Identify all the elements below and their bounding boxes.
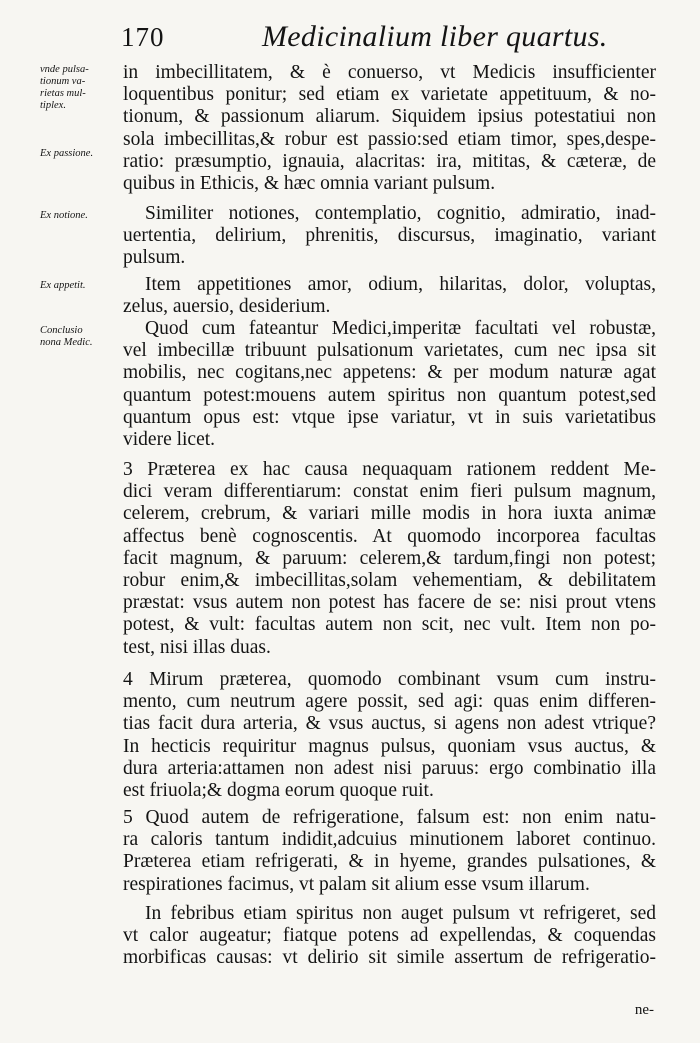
margin-note: vnde pulsa- tionum va- rietas mul- tiplex. (40, 64, 89, 111)
text-line: præstat: vsus autem non potest has facere de se: nisi prout vtens (123, 592, 656, 614)
text-line: ra caloris tantum indidit,adcuius minutionem laboret continuo. (123, 829, 656, 851)
text-line: sola imbecillitas,& robur est passio:sed etiam timor, spes,despe- (123, 128, 656, 150)
text-line: affectus benè cognoscentis. At quomodo incorporea facultas (123, 525, 656, 547)
text-line: Præterea etiam refrigerati, & in hyeme, grandes pulsationes, & (123, 851, 656, 873)
text-line: facit magnum, & paruum: celerem,& tardum,fingi non potest; (123, 547, 656, 569)
paragraph (123, 62, 656, 195)
text-line: uertentia, delirium, phrenitis, discursus, imaginatio, variant (123, 225, 656, 247)
margin-note: Ex appetit. (40, 280, 86, 291)
text-line: vel imbecillæ tribuunt pulsationum varietates, cum nec ipsa sit (123, 340, 656, 362)
paragraph (123, 807, 656, 896)
paragraph (123, 459, 656, 659)
text-line: In febribus etiam spiritus non auget pulsum vt refrigeret, sed (145, 903, 656, 924)
catchword: ne- (634, 1002, 654, 1018)
text-line: loquentibus ponitur; sed etiam ex varietate appetituum, & no- (123, 84, 656, 106)
text-line: celerem, crebrum, & variari mille modis in hora iuxta animæ (123, 503, 656, 525)
text-line: robur enim,& imbecillitas,solam vehementiam, & debilitatem (123, 570, 656, 592)
text-line: In hecticis requiritur magnus pulsus, quoniam vsus auctus, & (123, 735, 656, 757)
text-line: potest, & vult: facultas autem non scit, nec vult. Item non po- (123, 614, 656, 636)
text-line: tionum, & passionum aliarum. Siquidem ipsius potestatiui non (123, 106, 656, 128)
text-line: morbificas causas: vt delirio sit simile assertum de refrigeratio- (123, 947, 656, 969)
text-line: test, nisi illas duas. (123, 636, 271, 658)
text-line: pulsum. (123, 247, 186, 269)
text-line: dici veram differentiarum: constat enim fieri pulsum magnum, (123, 481, 656, 503)
text-line: 5 Quod autem de refrigeratione, falsum est: non enim natu- (123, 807, 656, 828)
text-line: dura arteria:attamen non adest nisi paruus: ergo combinatio illa (123, 757, 656, 779)
paragraph (123, 318, 656, 451)
paragraph (123, 903, 656, 970)
text-line: videre licet. (123, 429, 216, 451)
text-line: mobilis, nec cogitans,nec appetens: & per modum naturæ agat (123, 362, 656, 384)
paragraph (123, 669, 656, 802)
text-line: tias facit dura arteria, & vsus auctus, si agens non adest vtrique? (123, 713, 656, 735)
text-line: in imbecillitatem, & è conuerso, vt Medicis insufficienter (123, 62, 656, 83)
margin-note: Ex passione. (40, 148, 94, 159)
text-line: quantum potest:mouens autem spiritus non quantum potest,sed (123, 384, 656, 406)
running-title: Medicinalium liber quartus. (262, 20, 608, 53)
text-line: respirationes facimus, vt palam sit alium esse vsum illarum. (123, 873, 590, 895)
text-line: ratio: præsumptio, ignauia, alacritas: ira, mititas, & cæteræ, de (123, 150, 656, 172)
paragraph (123, 203, 656, 270)
text-line: Similiter notiones, contemplatio, cognitio, admiratio, inad- (145, 203, 656, 224)
margin-note: Conclusio nona Medic. (40, 325, 93, 348)
text-line: zelus, auersio, desiderium. (123, 296, 331, 318)
text-line: Item appetitiones amor, odium, hilaritas, dolor, voluptas, (145, 274, 656, 295)
text-line: mento, cum neutrum agere possit, sed agi: quas enim differen- (123, 691, 656, 713)
text-line: 4 Mirum præterea, quomodo combinant vsum cum instru- (123, 669, 656, 690)
text-line: Quod cum fateantur Medici,imperitæ facultati vel robustæ, (145, 318, 656, 339)
text-line: est friuola;& dogma eorum quoque ruit. (123, 780, 434, 802)
text-line: 3 Præterea ex hac causa nequaquam rationem reddent Me- (123, 459, 656, 480)
text-line: quantum opus est: vtque ipse variatur, vt in suis varietatibus (123, 406, 656, 428)
text-line: quibus in Ethicis, & hæc omnia variant pulsum. (123, 173, 496, 195)
margin-note: Ex notione. (40, 210, 88, 221)
paragraph (123, 274, 656, 318)
text-line: vt calor augeatur; fiatque potens ad expellendas, & coquendas (123, 925, 656, 947)
page-number: 170 (121, 22, 165, 52)
